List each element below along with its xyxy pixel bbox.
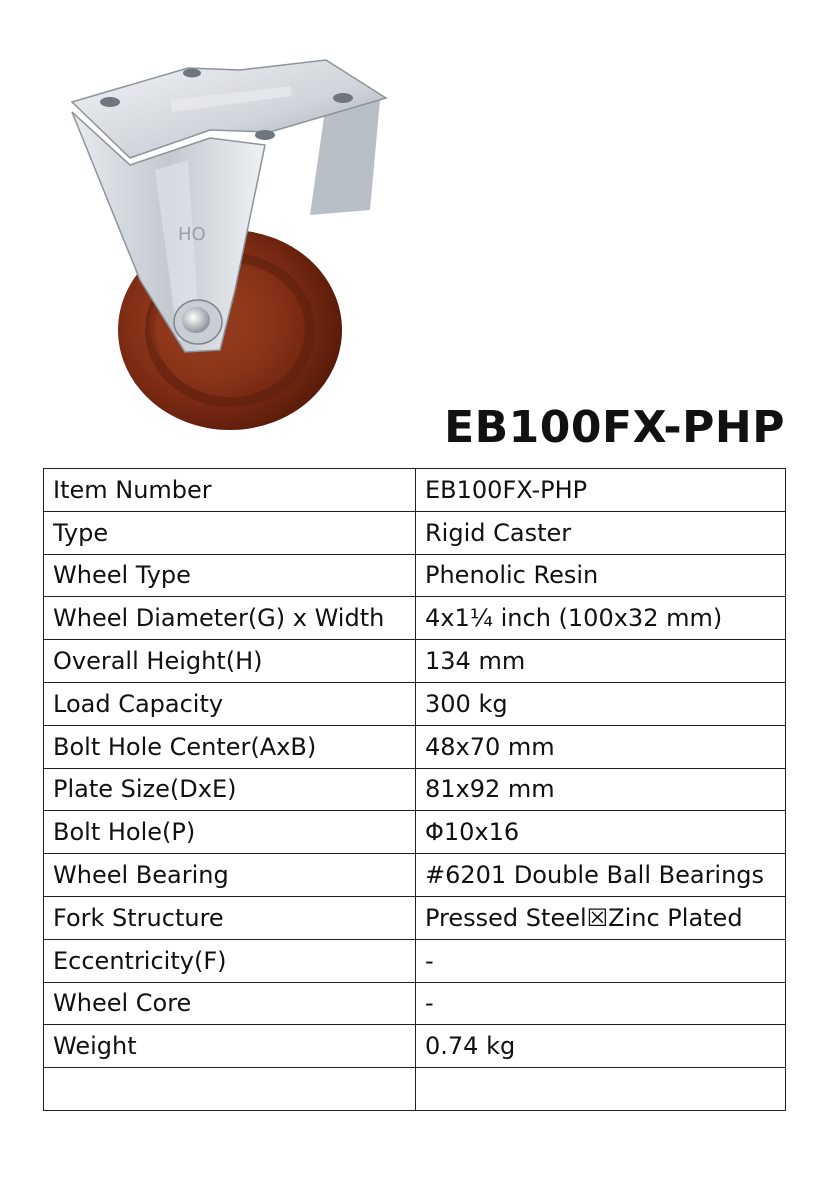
spec-value: 300 kg: [416, 682, 786, 725]
spec-row: [44, 896, 786, 939]
spec-value: #6201 Double Ball Bearings: [416, 854, 786, 897]
spec-row: [44, 511, 786, 554]
spec-label: Plate Size(DxE): [44, 768, 416, 811]
spec-row: [44, 811, 786, 854]
spec-value: 48x70 mm: [416, 725, 786, 768]
spec-label: Weight: [44, 1025, 416, 1068]
spec-row: [44, 469, 786, 512]
spec-label: Eccentricity(F): [44, 939, 416, 982]
caster-product-image: [60, 40, 400, 440]
spec-label: Wheel Core: [44, 982, 416, 1025]
spec-label: Fork Structure: [44, 896, 416, 939]
spec-row: [44, 640, 786, 683]
spec-value: [416, 1068, 786, 1111]
axle-hub-shape: [174, 300, 222, 344]
spec-label: Bolt Hole Center(AxB): [44, 725, 416, 768]
spec-row: [44, 554, 786, 597]
model-title: EB100FX-PHP: [444, 402, 785, 453]
spec-label: Item Number: [44, 469, 416, 512]
spec-value: Phenolic Resin: [416, 554, 786, 597]
spec-row: [44, 1068, 786, 1111]
spec-value: 81x92 mm: [416, 768, 786, 811]
spec-row: [44, 982, 786, 1025]
spec-label: Type: [44, 511, 416, 554]
spec-row: [44, 1025, 786, 1068]
spec-row: [44, 939, 786, 982]
spec-row: [44, 725, 786, 768]
spec-table: [43, 468, 786, 1111]
spec-label: Bolt Hole(P): [44, 811, 416, 854]
spec-row: [44, 597, 786, 640]
spec-row: [44, 854, 786, 897]
spec-label: Load Capacity: [44, 682, 416, 725]
brand-mark: HO: [178, 224, 206, 245]
spec-value: 134 mm: [416, 640, 786, 683]
spec-value: Φ10x16: [416, 811, 786, 854]
spec-row: [44, 768, 786, 811]
spec-value: -: [416, 982, 786, 1025]
spec-value: Rigid Caster: [416, 511, 786, 554]
spec-label: Wheel Type: [44, 554, 416, 597]
spec-value: -: [416, 939, 786, 982]
spec-label: Wheel Diameter(G) x Width: [44, 597, 416, 640]
spec-label: Wheel Bearing: [44, 854, 416, 897]
spec-value: 0.74 kg: [416, 1025, 786, 1068]
spec-row: [44, 682, 786, 725]
spec-label: Overall Height(H): [44, 640, 416, 683]
spec-value: EB100FX-PHP: [416, 469, 786, 512]
spec-label: [44, 1068, 416, 1111]
spec-value: 4x1¼ inch (100x32 mm): [416, 597, 786, 640]
spec-value: Pressed Steel☒Zinc Plated: [416, 896, 786, 939]
